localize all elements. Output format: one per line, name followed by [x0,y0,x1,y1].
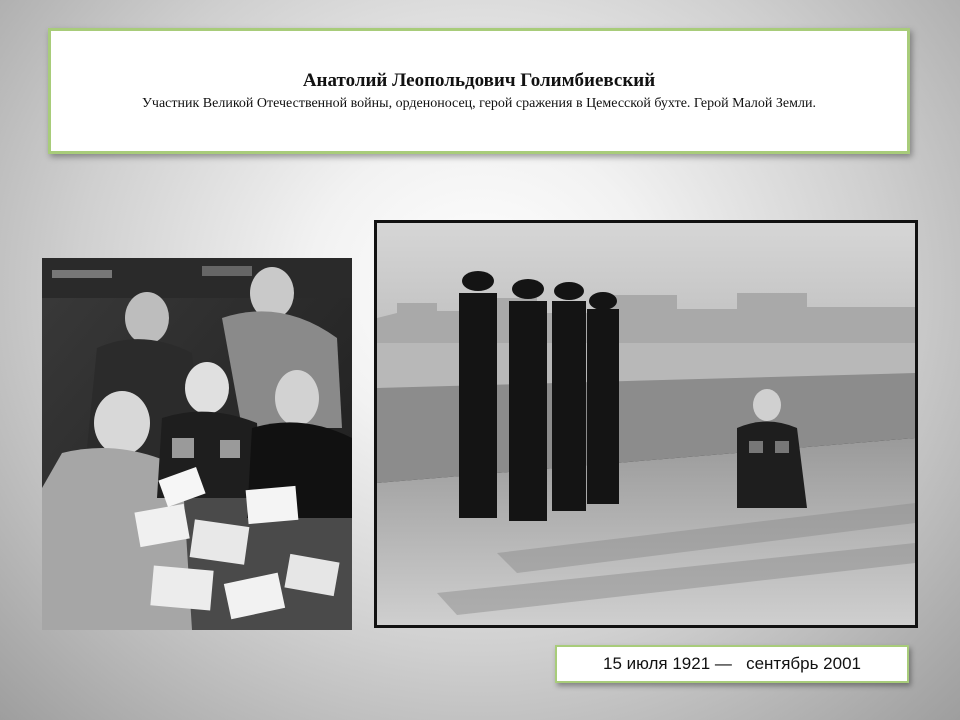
page-subtitle: Участник Великой Отечественной войны, орденоносец, герой сражения в Цемесской бухте. Герой Малой Земли. [142,96,816,111]
group-photo [42,258,352,630]
title-box [48,28,910,154]
dates-box [555,645,909,683]
life-dates: 15 июля 1921 — сентябрь 2001 [603,654,861,673]
salute-photo [374,220,918,628]
page-title: Анатолий Леопольдович Голимбиевский [302,70,656,91]
group-photo-image [42,258,352,630]
salute-photo-image [377,223,915,625]
